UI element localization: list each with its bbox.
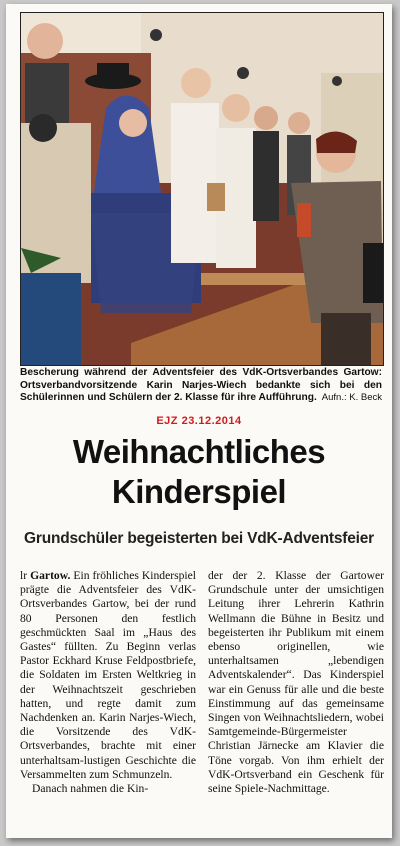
photo-credit: Aufn.: K. Beck (321, 392, 382, 404)
author-initials: lr (20, 569, 31, 582)
dateline: Gartow. (30, 569, 71, 582)
article-column-left (20, 569, 196, 796)
newspaper-clipping (6, 4, 392, 838)
date-stamp: EJZ 23.12.2014 (156, 415, 242, 427)
photo-caption (20, 367, 382, 405)
photo-illustration (21, 13, 383, 365)
headline-line-1: Weihnachtliches (72, 433, 326, 470)
caption-text: Bescherung während der Adventsfeier des VdK-Ortsverbandes Gartow: Ortsverbandvorsitzende Karin Narjes-Wiech bedankte sich bei den Schülerinnen und Schülern der 2. Klasse für ihre Aufführung. (20, 367, 382, 404)
article-paragraph (20, 569, 196, 782)
article-paragraph: Danach nahmen die Kin- (32, 782, 149, 796)
article-photo (20, 12, 384, 366)
headline (6, 432, 392, 512)
article-paragraph: der der 2. Klasse der Gartower Grundschule unter der umsichtigen Leitung ihrer Lehrerin Kathrin Wellmann die Bühne in Besitz und begeisterten ihr Publikum mit einem ebenso originellen, wie unterhaltsamen „lebendigen Adventskalender“. Das Kinderspiel war ein Genuss für alle und die beste Einstimmung auf das gemeinsame Singen von Weihnachtsliedern, wobei Samtgemeinde-Bürgermeister Christian Järnecke am Klavier die Töne vorgab. Von ihm erhielt der VdK-Ortsverband ein Geschenk für seine Spiele-Nachmittage. (208, 569, 384, 796)
paragraph-text: Ein fröhliches Kinderspiel prägte die Adventsfeier des VdK-Ortsverbandes Gartow, bei der rund 80 Personen den festlich geschmückten Saal im „Haus des Gastes“ füllten. Zu Beginn verlas Pastor Eckhard Kruse Feldpostbriefe, die Soldaten im Ersten Weltkrieg in der Weihnachtszeit geschrieben hatten, und regte damit zum Nachdenken an. Karin Narjes-Wiech, die Vorsitzende des VdK-Ortsverbandes, brachte mit einer unterhaltsam-lustigen Geschichte die Versammelten zum Schmunzeln. (20, 569, 196, 781)
headline-line-2: Kinderspiel (111, 473, 287, 510)
subheadline: Grundschüler begeisterten bei VdK-Adventsfeier (24, 530, 374, 547)
article-column-right (208, 569, 384, 796)
